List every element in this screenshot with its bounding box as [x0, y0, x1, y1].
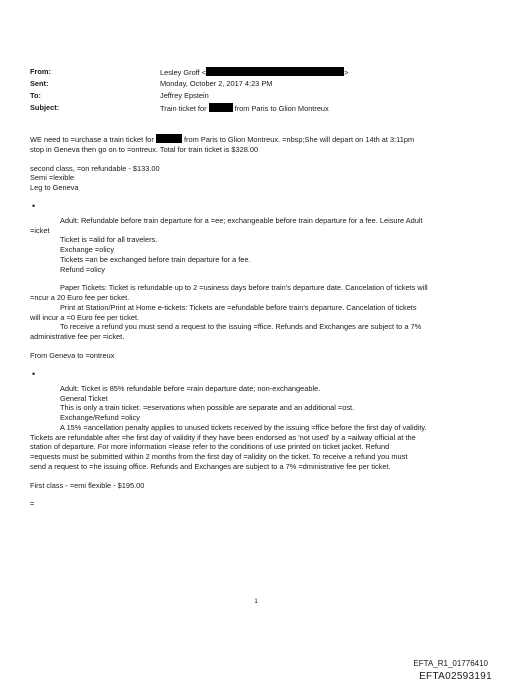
subject-label: Subject:	[30, 103, 60, 113]
sent-row	[30, 78, 490, 90]
paper-line: Paper Tickets: Ticket is refundable up to 2 =usiness days before train's departure date. Cancelation of tickets will	[60, 283, 428, 293]
bullet-1: •	[32, 200, 36, 211]
only-train-line: This is only a train ticket. =eservations when possible are separate and an additional =ost.	[60, 403, 355, 413]
valid-line: Ticket is =alid for all travelers.	[60, 235, 158, 245]
from-name: Lesley Groff <	[160, 67, 207, 77]
adult1-line: Adult: Refundable before train departure for a =ee; exchangeable before train departure for a fee. Leisure Adult	[60, 215, 423, 225]
intro-line-2: stop in Geneva then go on to =ontreux. Total for train ticket is $328.00	[30, 144, 259, 154]
from-close: >	[344, 67, 349, 77]
from-value	[160, 67, 490, 78]
email-header	[30, 66, 490, 114]
sent-label: Sent:	[30, 79, 49, 89]
print-line: Print at Station/Print at Home e-tickets: Tickets are =efundable before train's departure. Cancelation of tickets	[60, 302, 417, 312]
to-value: Jeffrey Epstein	[160, 91, 209, 101]
bullet-2: •	[32, 368, 36, 379]
email-body	[30, 134, 488, 509]
cancel-line-2: Tickets are refundable after =he first day of validity if they have been endorsed as 'not used' by a =ailway official at the	[30, 432, 416, 442]
subject-value	[160, 103, 490, 114]
leg1-route: Leg to Geneva	[30, 183, 79, 193]
leg2-route: From Geneva to =ontreux	[30, 351, 115, 361]
subject-row	[30, 102, 490, 114]
receive-line-2: administrative fee per =icket.	[30, 332, 125, 342]
to-row	[30, 90, 490, 102]
adult2-line: Adult: Ticket is 85% refundable before =rain departure date; non-exchangeable.	[60, 383, 321, 393]
paper-line-2: =ncur a 20 Euro fee per ticket.	[30, 293, 130, 303]
from-label: From:	[30, 67, 51, 77]
adult1-line-2: =icket	[30, 225, 50, 235]
cancel-line-5: send a request to =he issuing office. Refunds and Exchanges are subject to a 7% =dministrative fee per ticket.	[30, 461, 391, 471]
redaction-block	[206, 67, 344, 76]
cancel-line-3: station of departure. For more information =lease refer to the conditions of use printed on ticket jacket. Refund	[30, 442, 390, 452]
bates-ref-1: EFTA_R1_01776410	[413, 659, 488, 668]
intro-post: from Paris to Glion Montreux. =nbsp;She will depart on 14th at 3:11pm	[183, 135, 415, 144]
sent-value: Monday, October 2, 2017 4:23 PM	[160, 79, 273, 89]
intro-line	[30, 134, 488, 145]
exch-refund-policy: Exchange/Refund =olicy	[60, 413, 140, 423]
exchange-text: Tickets =an be exchanged before train departure for a fee.	[60, 254, 251, 264]
exchange-policy: Exchange =olicy	[60, 245, 115, 255]
cancel-line-4: =equests must be submitted within 2 months from the first day of =alidity on the ticket. To receive a refund you must	[30, 452, 408, 462]
to-label: To:	[30, 91, 41, 101]
refund-policy: Refund =olicy	[60, 264, 105, 274]
general-ticket: General Ticket	[60, 393, 108, 403]
leg1-class: second class, =on refundable - $133.00	[30, 163, 160, 173]
redaction-block	[209, 103, 233, 112]
cancel-line: A 15% =ancellation penalty applies to unused tickets received by the issuing =ffice before the first day of validity.	[60, 422, 427, 432]
print-line-2: will incur a =0 Euro fee per ticket.	[30, 312, 140, 322]
receive-line: To receive a refund you must send a request to the issuing =ffice. Refunds and Exchanges are subject to a 7%	[60, 322, 422, 332]
trailing-equals: =	[30, 499, 35, 509]
page-number: 1	[254, 598, 258, 605]
subject-pre: Train ticket for	[160, 103, 207, 113]
subject-post: from Paris to Glion Montreux	[234, 103, 329, 113]
redaction-block	[156, 134, 182, 143]
leg1-flex: Semi =lexible	[30, 173, 75, 183]
intro-pre: WE need to =urchase a train ticket for	[30, 135, 154, 144]
bates-ref-2: EFTA02593191	[419, 671, 492, 682]
first-class-line: First class - =emi flexible - $195.00	[30, 480, 145, 490]
from-row	[30, 66, 490, 78]
